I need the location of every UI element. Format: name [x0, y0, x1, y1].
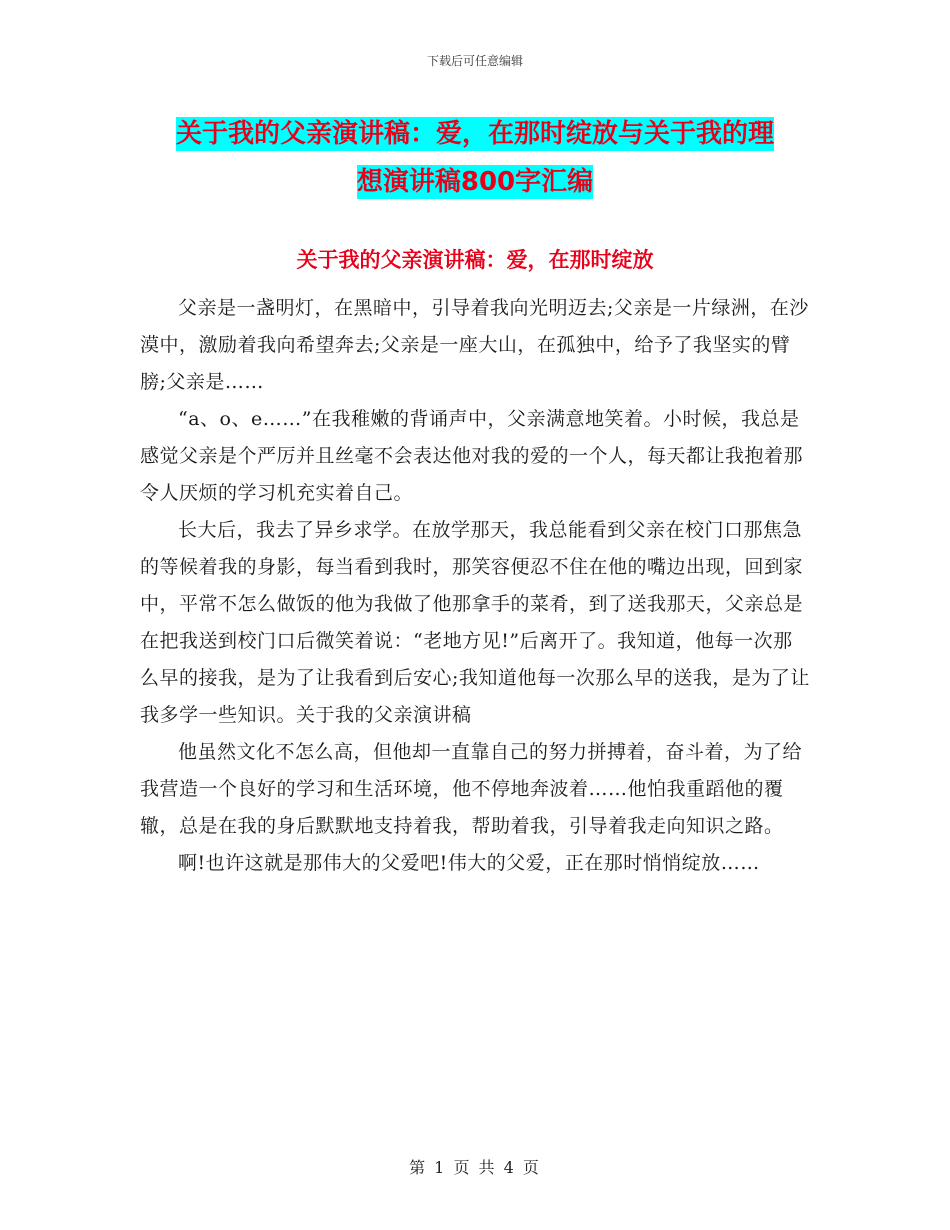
paragraph: 长大后，我去了异乡求学。在放学那天，我总能看到父亲在校门口那焦急的等候着我的身影，每当看到我时，那笑容便忍不住在他的嘴边出现，回到家中，平常不怎么做饭的他为我做了他那拿手的菜肴，到了送我那天，父亲总是在把我送到校门口后微笑着说：“老地方见!”后离开了。我知道，他每一次那么早的接我，是为了让我看到后安心;我知道他每一次那么早的送我，是为了让我多学一些知识。关于我的父亲演讲稿 [140, 519, 810, 726]
title-line-2: 想演讲稿800字汇编 [356, 167, 594, 197]
article-body [140, 290, 810, 882]
paragraph: 啊!也许这就是那伟大的父爱吧!伟大的父爱，正在那时悄悄绽放…… [178, 852, 760, 874]
section-title: 关于我的父亲演讲稿：爱，在那时绽放 [296, 248, 654, 272]
page-number-indicator: 第 1 页 共 4 页 [409, 1158, 541, 1177]
document-title [0, 110, 950, 206]
paragraph: 父亲是一盏明灯，在黑暗中，引导着我向光明迈去;父亲是一片绿洲，在沙漠中，激励着我向希望奔去;父亲是一座大山，在孤独中，给予了我坚实的臂膀;父亲是…… [140, 297, 809, 393]
page-header-note: 下载后可任意编辑 [426, 54, 523, 68]
paragraph: “a、o、e……”在我稚嫩的背诵声中，父亲满意地笑着。小时候，我总是感觉父亲是个严厉并且丝毫不会表达他对我的爱的一个人，每天都让我抱着那令人厌烦的学习机充实着自己。 [140, 408, 804, 504]
title-line-1: 关于我的父亲演讲稿：爱，在那时绽放与关于我的理 [175, 119, 774, 149]
paragraph: 他虽然文化不怎么高，但他却一直靠自己的努力拼搏着，奋斗着，为了给我营造一个良好的学习和生活环境，他不停地奔波着……他怕我重蹈他的覆辙，总是在我的身后默默地支持着我，帮助着我，引导着我走向知识之路。 [140, 741, 803, 837]
